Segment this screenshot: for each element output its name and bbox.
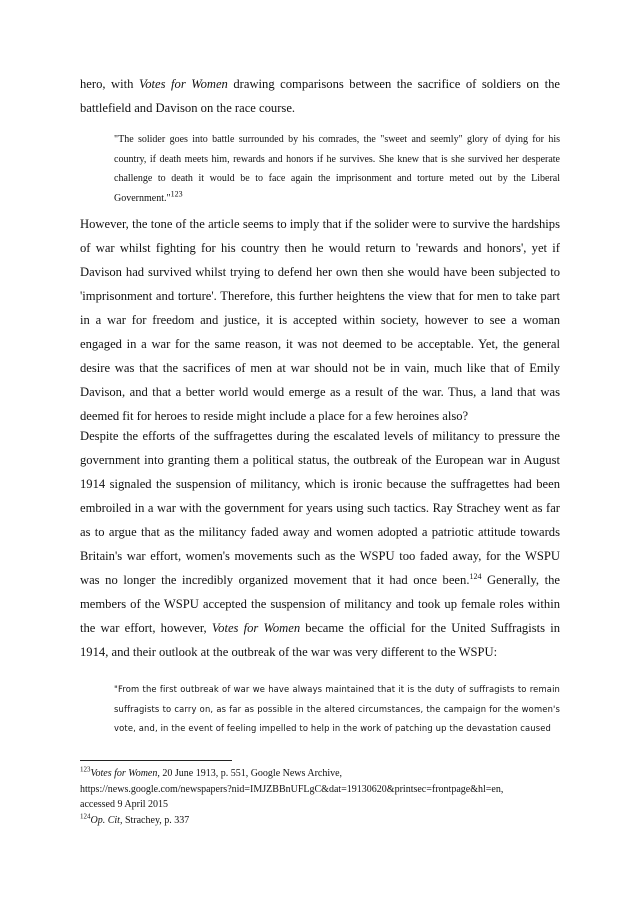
block-quote-2-text: "From the first outbreak of war we have always maintained that it is the duty of suffragists to remain suffragists to carry on, as far as possible in the altered circumstances, the campaign for the women's vote, and, in the event of feeling impelled to help in the work of patching up the devastation caused: [114, 684, 560, 733]
footnote-divider: [80, 760, 232, 761]
paragraph-3-text: Despite the efforts of the suffragettes during the escalated levels of militancy to pressure the government into granting them a political status, the outbreak of the European war in August 1914 signaled the suspension of militancy, which is ironic because the suffragettes had been embroiled in a war with the government for years using such tactics. Ray Strachey went as far as to argue that as the militancy faded away and women adopted a patriotic attitude towards Britain's war effort, women's movements such as the WSPU too faded away, for the WSPU was no longer the incredibly organized movement that it had once been.: [80, 429, 560, 587]
paragraph-1: [80, 72, 560, 120]
footnote-ref-123[interactable]: 123: [170, 189, 183, 199]
block-quote-1-text: "The solider goes into battle surrounded by his comrades, the "sweet and seemly" glory of dying for his country, if death meets him, rewards and honors if he survives. She knew that is she survived her desperate challenge to death it would be to face again the imprisonment and torture meted out by the Liberal Government.": [114, 134, 560, 204]
block-quote-1: [114, 130, 560, 208]
paragraph-1-text-end: drawing comparisons between the sacrifice of soldiers on the battlefield and Davison on the race course.: [80, 77, 560, 115]
paragraph-2: [80, 212, 560, 428]
paragraph-1-title: Votes for Women: [138, 77, 228, 91]
footnote-ref-124[interactable]: 124: [469, 571, 482, 581]
paragraph-3: [80, 424, 560, 664]
footnote-accessed-date: accessed 9 April 2015: [80, 799, 169, 810]
paragraph-2-text: However, the tone of the article seems to imply that if the solider were to survive the hardships of war whilst fighting for his country then he would return to 'rewards and honors', yet if Davison had survived whilst trying to defend her own then she would have been subjected to 'imprisonment and torture'. Therefore, this further heightens the view that for men to take part in a war for freedom and justice, it is accepted within society, however to see a woman engaged in a war for the same reason, it was not deemed to be acceptable. Yet, the general desire was that the sacrifices of men at war should not be in vain, much like that of Emily Davison, and that a better world would emerge as a result of the war. Thus, a land that was deemed fit for heroes to reside might include a place for a few heroines also?: [80, 217, 560, 423]
footnote-number: 124: [80, 812, 91, 821]
footnote-source-title: Votes for Women,: [90, 768, 160, 779]
footnote-123: [80, 766, 560, 813]
paragraph-3-text-mid: Generally, the members of the WSPU accepted the suspension of militancy and took up female roles within the war effort, however,: [80, 573, 560, 635]
footnote-url-link[interactable]: https://news.google.com/newspapers?nid=IMJZBBnUFLgC&dat=19130620&printsec=frontpage&hl=en,: [80, 783, 504, 795]
footnotes: [80, 766, 560, 828]
paragraph-1-text: hero, with: [80, 77, 139, 91]
footnote-text: 20 June 1913, p. 551, Google News Archive,: [159, 768, 343, 779]
footnote-124: [80, 813, 560, 829]
paragraph-3-title: Votes for Women: [211, 621, 301, 635]
paragraph-3-text-end: became the official for the United Suffragists in 1914, and their outlook at the outbreak of the war was very different to the WSPU:: [80, 621, 560, 659]
footnote-text: Strachey, p. 337: [122, 814, 190, 826]
block-quote-2: [114, 680, 560, 739]
footnote-source-title: Op. Cit,: [90, 814, 123, 826]
footnote-number: 123: [80, 765, 91, 774]
